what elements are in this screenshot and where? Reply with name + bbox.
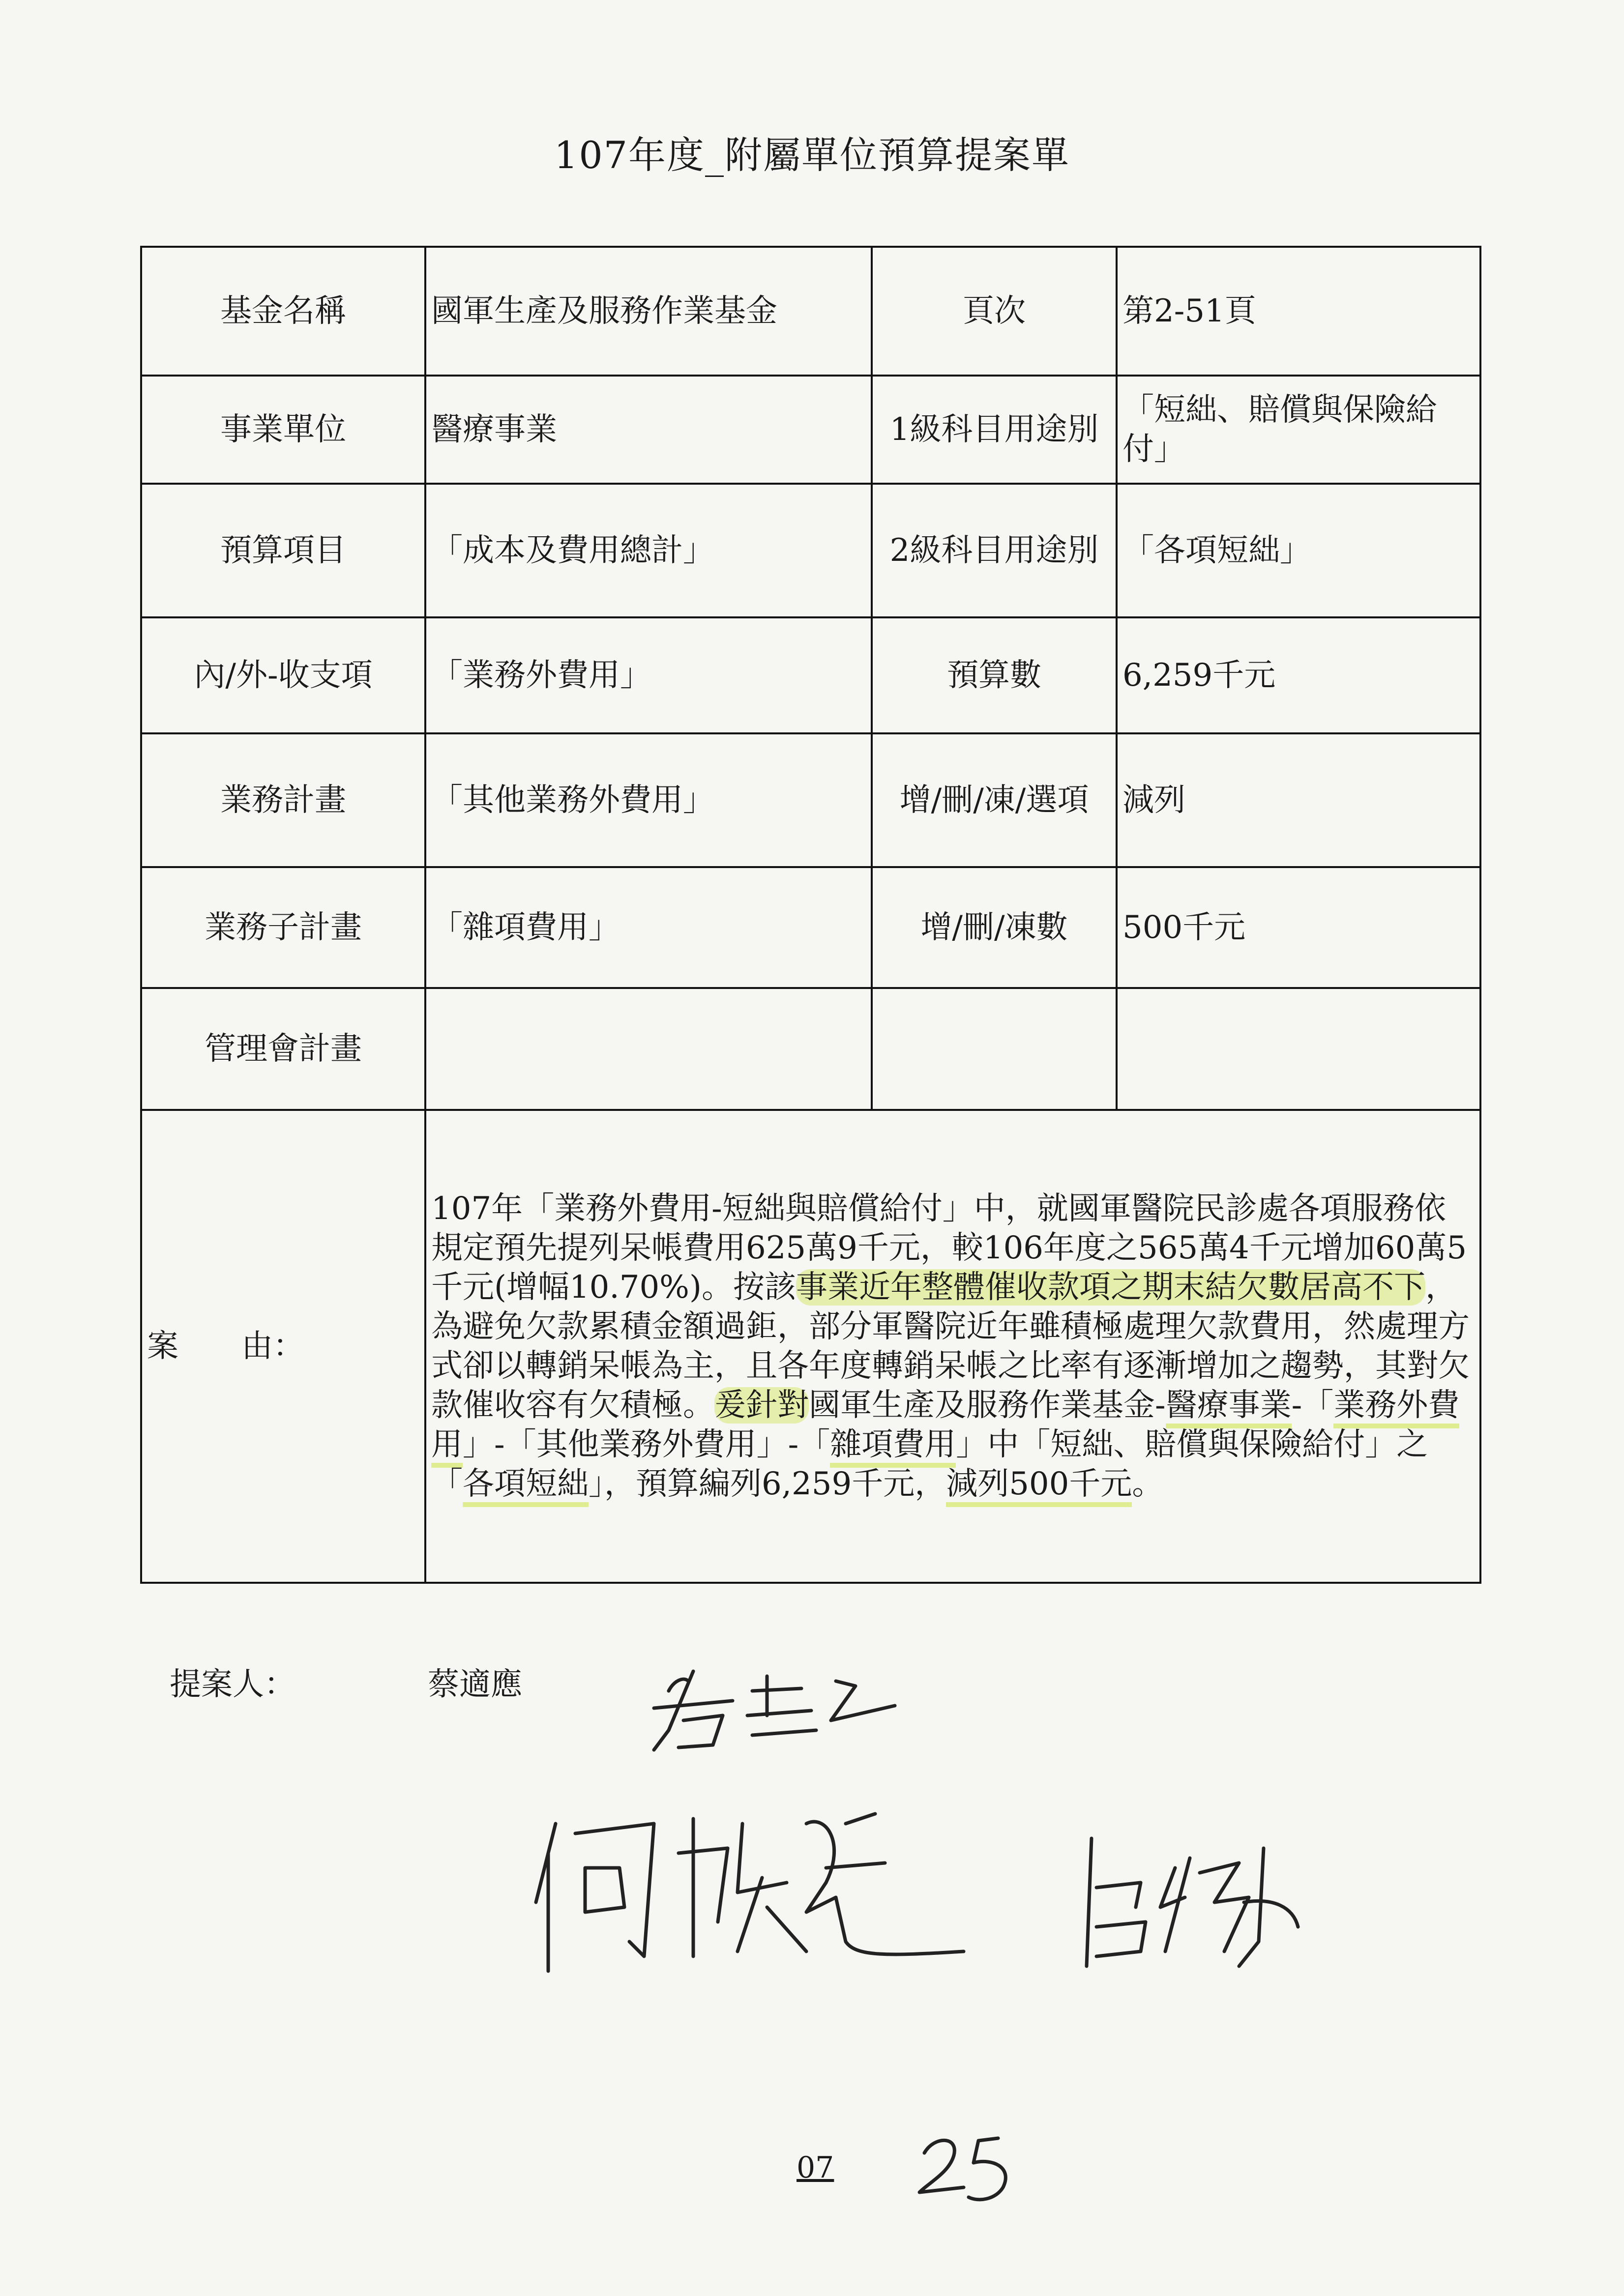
reason-segment-underline: 醫療事業 xyxy=(1166,1387,1292,1428)
action-option-label: 增/刪/凍/選項 xyxy=(872,733,1117,867)
action-amount-label: 增/刪/凍數 xyxy=(872,867,1117,988)
form-row-reason xyxy=(141,1110,1480,1583)
action-option-value: 減列 xyxy=(1117,733,1480,867)
income-expense-label: 內/外-收支項 xyxy=(141,617,425,733)
empty-label-cell xyxy=(872,988,1117,1110)
form-row-sub-plan xyxy=(141,867,1480,988)
reason-segment-underline: 減列500千元 xyxy=(946,1466,1132,1507)
level2-category-value: 「各項短絀」 xyxy=(1117,484,1480,617)
reason-segment: 」-「其他業務外費用」-「 xyxy=(463,1426,830,1463)
reason-segment-underline: 雜項費用 xyxy=(830,1426,956,1468)
reason-label: 案 由： xyxy=(141,1110,425,1583)
handwritten-signature-2 xyxy=(531,1794,974,1981)
budget-amount-label: 預算數 xyxy=(872,617,1117,733)
form-row-management-plan xyxy=(141,988,1480,1110)
reason-segment-highlight: 事業近年整體催收款項之期末結欠數居高不下 xyxy=(796,1269,1425,1306)
business-unit-value: 醫療事業 xyxy=(425,376,872,484)
document-title: 107年度_附屬單位預算提案單 xyxy=(554,133,1070,177)
business-plan-value: 「其他業務外費用」 xyxy=(425,733,872,867)
empty-value-cell xyxy=(1117,988,1480,1110)
level1-category-label: 1級科目用途別 xyxy=(872,376,1117,484)
level2-category-label: 2級科目用途別 xyxy=(872,484,1117,617)
sub-plan-value: 「雜項費用」 xyxy=(425,867,872,988)
level1-category-value: 「短絀、賠償與保險給付」 xyxy=(1117,376,1480,484)
reason-segment-highlight: 爰針對 xyxy=(714,1387,809,1424)
budget-item-label: 預算項目 xyxy=(141,484,425,617)
fund-name-value: 國軍生產及服務作業基金 xyxy=(425,247,872,376)
action-amount-value: 500千元 xyxy=(1117,867,1480,988)
reason-segment: ，為避免欠款累積金額過鉅，部分軍醫院近年雖積極處理欠款費用，然處理方式卻以轉銷呆帳為主，且各年度轉銷呆帳之比率有逐漸增加之趨勢，其對欠款催收容有欠積極。 xyxy=(431,1269,1470,1424)
reason-segment-underline: 各項短絀 xyxy=(463,1466,589,1507)
reason-segment: 」，預算編列6,259千元， xyxy=(589,1466,946,1502)
form-row-business-unit xyxy=(141,376,1480,484)
page-label: 頁次 xyxy=(872,247,1117,376)
budget-item-value: 「成本及費用總計」 xyxy=(425,484,872,617)
proposal-form-table xyxy=(140,246,1481,1584)
page-value: 第2-51頁 xyxy=(1117,247,1480,376)
reason-segment: 國軍生產及服務作業基金- xyxy=(809,1387,1166,1424)
sub-plan-label: 業務子計畫 xyxy=(141,867,425,988)
fund-name-label: 基金名稱 xyxy=(141,247,425,376)
page-number: 07 xyxy=(797,2151,834,2185)
handwritten-signature-3 xyxy=(1077,1829,1303,1976)
income-expense-value: 「業務外費用」 xyxy=(425,617,872,733)
handwritten-signature-1 xyxy=(639,1661,905,1760)
form-row-budget-item xyxy=(141,484,1480,617)
business-unit-label: 事業單位 xyxy=(141,376,425,484)
management-plan-label: 管理會計畫 xyxy=(141,988,425,1110)
form-row-business-plan xyxy=(141,733,1480,867)
reason-segment: 107年「業務外費用-短絀與賠償給付」中，就國軍醫院民診處各項服務依規定預先提列呆帳費用625萬9千元，較106年度之565萬4千元增加60萬5千元(增幅10.70%)。按該 xyxy=(431,1191,1467,1306)
reason-segment: 」中「短絀、賠償與保險給付」之「 xyxy=(431,1426,1428,1502)
form-row-income-expense xyxy=(141,617,1480,733)
business-plan-label: 業務計畫 xyxy=(141,733,425,867)
proposer-label: 提案人： xyxy=(170,1666,295,1703)
management-plan-value xyxy=(425,988,872,1110)
proposer-name: 蔡適應 xyxy=(428,1666,522,1703)
handwritten-page-number xyxy=(915,2128,1028,2212)
form-row-fund-name xyxy=(141,247,1480,376)
reason-segment-underline: 業務外費用 xyxy=(431,1387,1459,1468)
reason-segment: 。 xyxy=(1132,1466,1164,1502)
reason-text xyxy=(425,1110,1480,1583)
budget-amount-value: 6,259千元 xyxy=(1117,617,1480,733)
reason-segment: -「 xyxy=(1291,1387,1334,1424)
